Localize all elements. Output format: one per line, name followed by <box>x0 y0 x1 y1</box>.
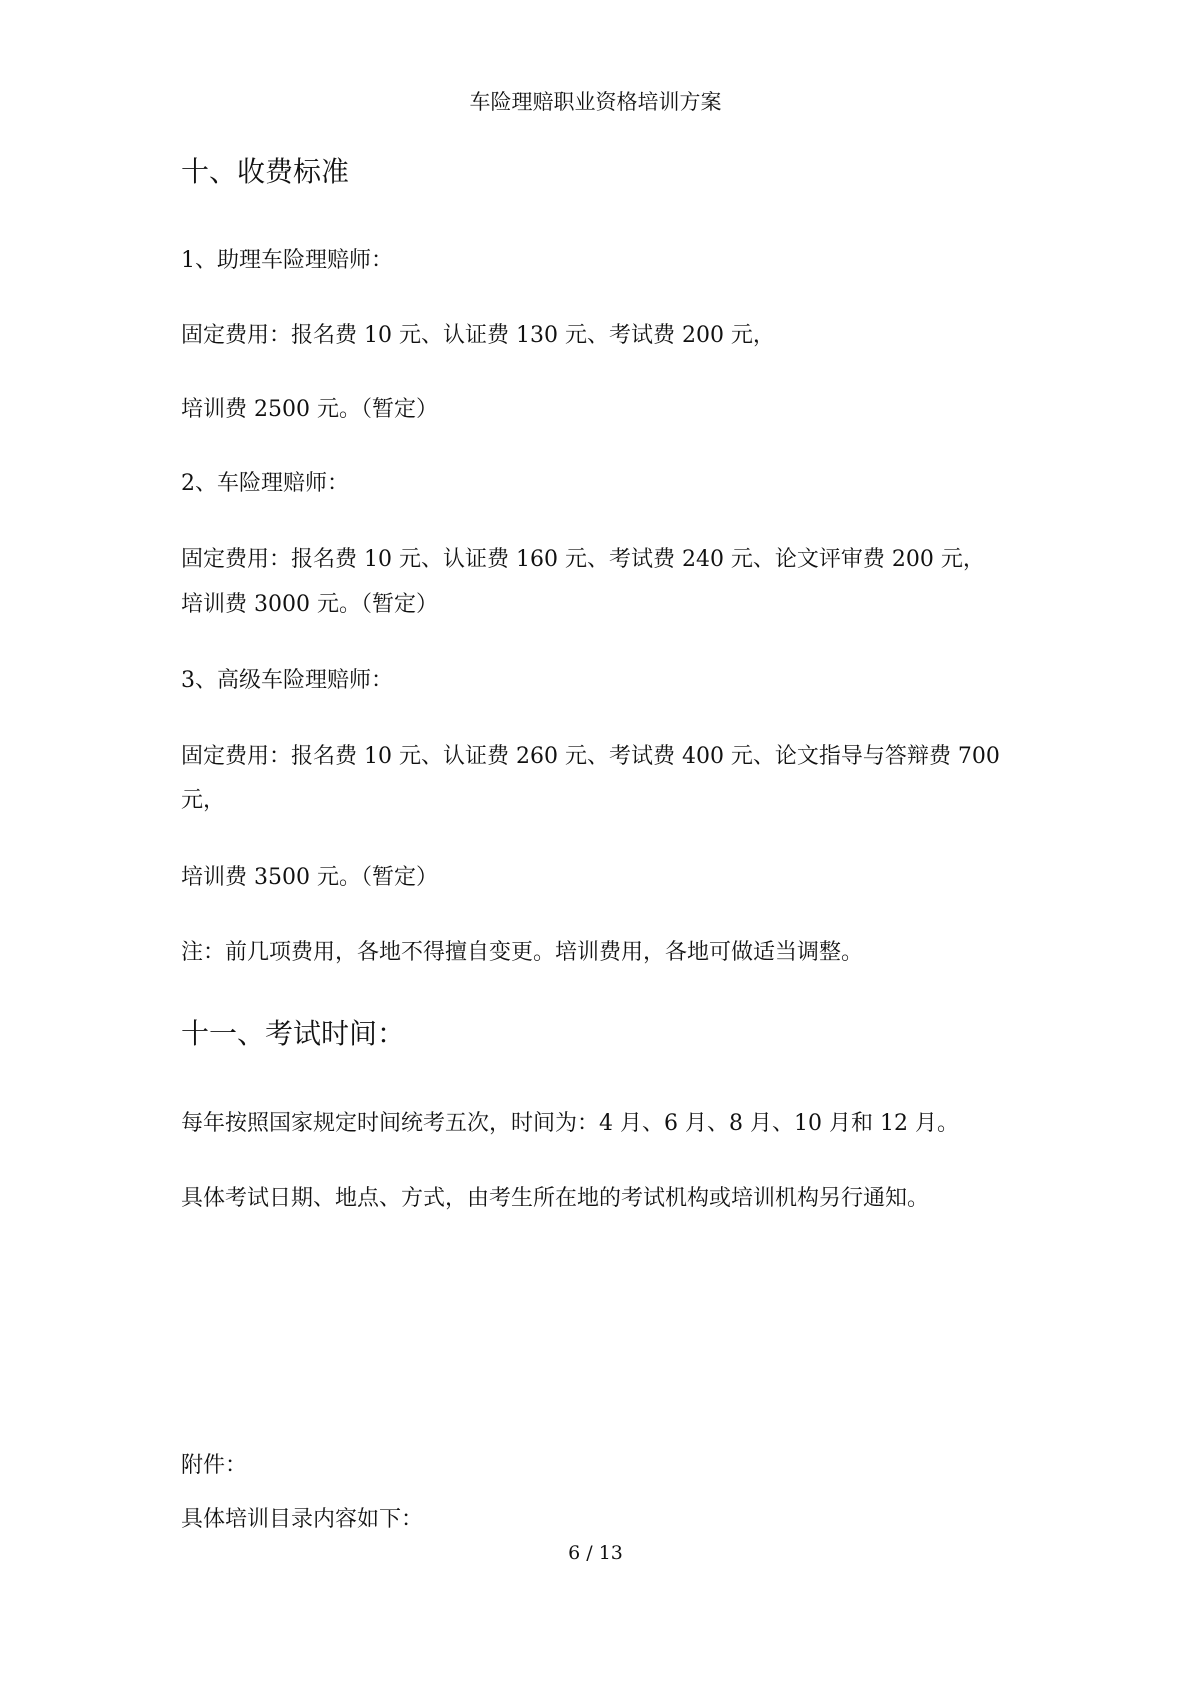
fee-level2-title: 2、车险理赔师： <box>181 471 349 496</box>
fee-level1-line2: 培训费 2500 元。（暂定） <box>181 397 438 422</box>
fee-level2-line1: 固定费用：报名费 10 元、认证费 160 元、考试费 240 元、论文评审费 200 元， <box>181 547 985 572</box>
fee-level1-line1: 固定费用：报名费 10 元、认证费 130 元、考试费 200 元， <box>181 323 775 348</box>
fee-level3-line1: 固定费用：报名费 10 元、认证费 260 元、考试费 400 元、论文指导与答辩费 700 <box>181 744 1000 769</box>
fee-level3-title: 3、高级车险理赔师： <box>181 668 393 693</box>
section-heading-exam: 十一、考试时间： <box>181 1017 406 1050</box>
page-number: 6 / 13 <box>568 1542 623 1564</box>
fee-level1-title: 1、助理车险理赔师： <box>181 248 393 273</box>
fee-level3-line2: 培训费 3500 元。（暂定） <box>181 865 438 890</box>
fee-level2-line2: 培训费 3000 元。（暂定） <box>181 592 438 617</box>
attachment-content: 具体培训目录内容如下： <box>181 1507 424 1532</box>
fee-level3-line1-cont: 元， <box>181 788 226 813</box>
fee-note: 注：前几项费用，各地不得擅自变更。培训费用，各地可做适当调整。 <box>181 940 864 965</box>
page-header: 车险理赔职业资格培训方案 <box>469 90 722 114</box>
attachment-label: 附件： <box>181 1453 248 1478</box>
exam-schedule-line: 每年按照国家规定时间统考五次，时间为：4 月、6 月、8 月、10 月和 12 月。 <box>181 1111 959 1136</box>
exam-notice-line: 具体考试日期、地点、方式，由考生所在地的考试机构或培训机构另行通知。 <box>181 1186 930 1211</box>
section-heading-fees: 十、收费标准 <box>181 155 350 188</box>
